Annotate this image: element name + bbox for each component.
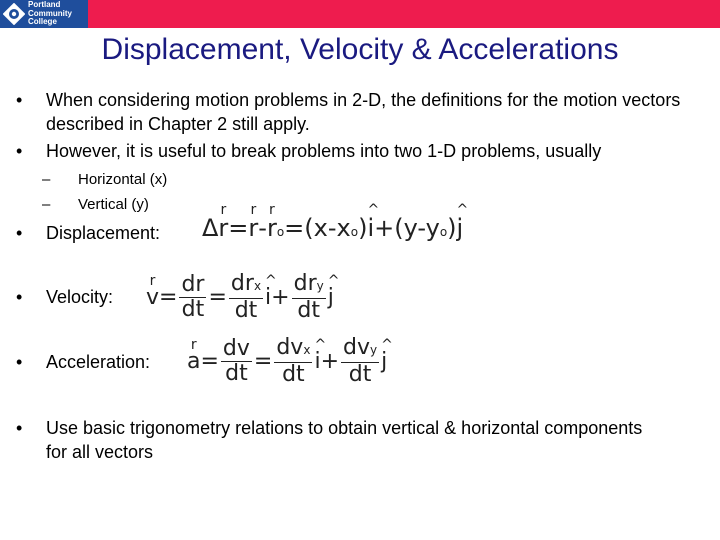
bullet-1: • When considering motion problems in 2-D, the definitions for the motion vectors described in Chapter 2 still apply.	[46, 88, 696, 136]
acceleration-equation: r a = $\frac{dv}{dt}$ = $\frac{\text{dvx}}{dt}$ ^ i + $\frac{\text{dvy}}{dt}$ ^ j	[187, 335, 393, 387]
logo-emblem-icon	[3, 3, 25, 25]
velocity-label: • Velocity:	[46, 285, 113, 309]
displacement-label: • Displacement:	[46, 221, 160, 245]
slide-title: Displacement, Velocity & Accelerations	[101, 33, 619, 66]
displacement-equation: Δ r r= r r- r ro=(x-xo) ^ i+(y-yo) ^ j	[202, 202, 469, 242]
logo-line-1: Portland	[28, 0, 61, 10]
logo-text	[28, 1, 72, 27]
college-logo	[0, 0, 88, 28]
acceleration-label: • Acceleration:	[46, 350, 150, 374]
logo-line-3: College	[28, 17, 57, 27]
bullet-trigonometry: • Use basic trigonometry relations to obtain vertical & horizontal components for all vectors	[46, 416, 646, 464]
logo-line-2: Community	[28, 8, 72, 18]
sub-bullet-vertical: – Vertical (y)	[78, 195, 149, 215]
sub-bullet-horizontal: – Horizontal (x)	[78, 170, 167, 190]
velocity-equation: r v = $\frac{dr}{dt}$ = $\frac{\text{drx}}{dt}$ ^ i + $\frac{\text{dry}}{dt}$ ^ j	[146, 271, 340, 323]
bullet-2: • However, it is useful to break problems into two 1-D problems, usually	[46, 139, 696, 163]
top-banner	[0, 0, 720, 28]
